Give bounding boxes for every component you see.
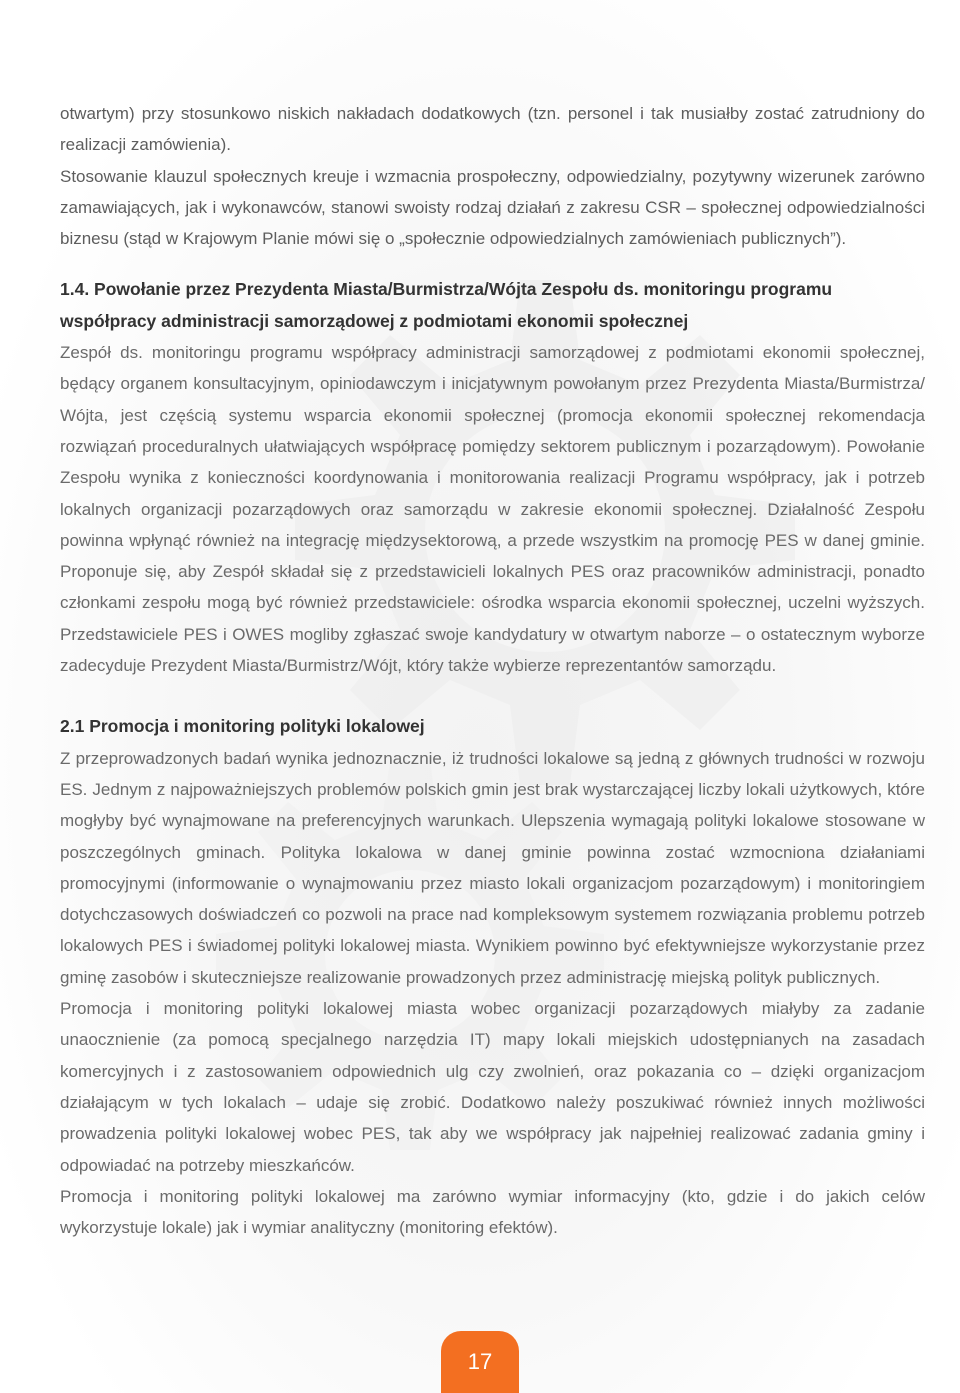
paragraph-premises-research: Z przeprowadzonych badań wynika jednoznacznie, iż trudności lokalowe są jedną z głównych trudności w rozwoju ES. Jednym z najpoważniejszych problemów polskich gmin jest brak wystarczającej liczby lokali użytkowych, które mogłyby być wynajmowane na preferencyjnych warunkach. Ulepszenia wymagają polityki lokalowe stosowane w poszczególnych gminach. Polityka lokalowa w danej gminie powinna zostać wzmocniona działaniami promocyjnymi (informowanie o wynajmowaniu przez miasto lokali organizacjom pozarządowym) i monitoringiem dotychczasowych doświadczeń co pozwoli na prace nad kompleksowym systemem rozwiązania problemu potrzeb lokalowych PES i świadomej polityki lokalowej miasta. Wynikiem powinno być efektywniejsze wykorzystanie przez gminę zasobów i skuteczniejsze realizowanie prowadzonych przez administrację miejską polityk publicznych. (60, 748, 925, 987)
paragraph-team-description: Zespół ds. monitoringu programu współpracy administracji samorządowej z podmiotami ekonomii społecznej, będący organem konsultacyjnym, opiniodawczym i inicjatywnym powołanym przez Prezydenta Miasta/Burmistrza/ Wójta, jest częścią systemu wsparcia ekonomii społecznej (promocja ekonomii społecznej rekomendacja rozwiązań proceduralnych ułatwiających współpracę pomiędzy sektorem publicznym i pozarządowym). Powołanie Zespołu wynika z konieczności koordynowania i monitorowania realizacji Programu współpracy, jak i potrzeb lokalnych organizacji pozarządowych oraz samorządu w zakresie ekonomii społecznej. Działalność Zespołu powinna wpłynąć również na integrację międzysektorową, a przede wszystkim na promocję PES w danej gminie. Proponuje się, aby Zespół składał się z przedstawicieli lokalnych PES oraz pracowników administracji, ponadto członkami zespołu mogą być również przedstawiciele: ośrodka wsparcia ekonomii społecznej, uczelni wyższych. Przedstawiciele PES i OWES mogliby zgłaszać swoje kandydatury w otwartym naborze – o ostatecznym wyborze zadecyduje Prezydent Miasta/Burmistrz/Wójt, który także wybierze reprezentantów samorządu. (60, 343, 925, 676)
page-number-badge: 17 (441, 1331, 519, 1393)
section-heading-1-4: 1.4. Powołanie przez Prezydenta Miasta/Burmistrza/Wójta Zespołu ds. monitoringu programu współpracy administracji samorządowej z podmiotami ekonomii społecznej (60, 279, 833, 331)
section-heading-2-1: 2.1 Promocja i monitoring polityki lokalowej (60, 716, 425, 737)
page-content (60, 98, 925, 1243)
spacer (60, 681, 925, 711)
paragraph-premises-promotion: Promocja i monitoring polityki lokalowej miasta wobec organizacji pozarządowych miałyby za zadanie unaocznienie (za pomocą specjalnego narzędzia IT) mapy lokali miejskich udostępnianych na zasadach komercyjnych i z zastosowaniem odpowiednich ulg czy zwolnień, oraz pokazania co – dzięki organizacjom działającym w tych lokalach – udaje się zrobić. Dodatkowo należy poszukiwać również innych możliwości prowadzenia polityki lokalowej wobec PES, tak aby we współpracy jak najpełniej realizować zadania gminy i odpowiadać na potrzeby mieszkańców. (60, 999, 925, 1175)
paragraph-social-clauses: Stosowanie klauzul społecznych kreuje i wzmacnia prospołeczny, odpowiedzialny, pozytywny wizerunek zarówno zamawiających, jak i wykonawców, stanowi swoisty rodzaj działań z zakresu CSR – społecznej odpowiedzialności biznesu (stąd w Krajowym Planie mówi się o „społecznie odpowiedzialnych zamówieniach publicznych”). (60, 166, 925, 249)
paragraph-intro-continuation: otwartym) przy stosunkowo niskich nakładach dodatkowych (tzn. personel i tak musiałby zostać zatrudniony do realizacji zamówienia). (60, 104, 925, 155)
paragraph-premises-dimensions: Promocja i monitoring polityki lokalowej ma zarówno wymiar informacyjny (kto, gdzie i do jakich celów wykorzystuje lokale) jak i wymiar analityczny (monitoring efektów). (60, 1186, 925, 1238)
spacer (60, 254, 925, 274)
